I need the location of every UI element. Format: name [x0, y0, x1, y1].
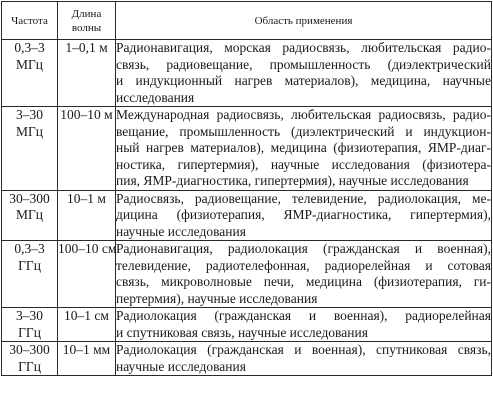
application-text-line: и спутниковая связь, научные исследования — [116, 324, 368, 340]
frequency-text: МГц — [15, 56, 44, 72]
application-text-line: научные исследования — [116, 223, 246, 239]
frequency-cell — [2, 190, 58, 241]
application-cell — [116, 107, 492, 191]
application-cell — [116, 342, 492, 376]
table-row — [2, 241, 492, 308]
table-row — [2, 190, 492, 241]
frequency-text: 3–30 — [16, 308, 43, 323]
frequency-cell — [2, 308, 58, 342]
application-text-line: и индукционный нагрев материалов), медицина, научные — [116, 73, 491, 88]
frequency-text: 3–30 — [16, 107, 43, 122]
frequency-text: МГц — [15, 207, 44, 222]
header-wavelength-line2: волны — [71, 21, 102, 34]
application-text-line: связь, радиовещание, промышленность (диэлектрический — [116, 56, 491, 72]
frequency-text: 0,3–3 — [14, 40, 45, 55]
application-text-line: дицина (физиотерапия, ЯМР-диагностика, гипертермия), — [116, 207, 491, 222]
frequency-text: ГГц — [18, 358, 41, 374]
frequency-text: МГц — [15, 123, 44, 139]
wavelength-cell: 100–10 см — [58, 241, 116, 308]
application-text-line: Радионавигация, радиолокация (гражданская и военная), — [116, 241, 491, 256]
application-cell — [116, 241, 492, 308]
header-frequency: Частота — [2, 2, 58, 40]
application-text-line: пия, ЯМР-диагностика, гипертермия), научные исследования — [116, 173, 469, 188]
frequency-text: 30–300 — [9, 190, 50, 206]
application-text-line: Радиолокация (гражданская и военная), радиорелейная — [116, 308, 491, 323]
application-text-line: Радиосвязь, радиовещание, телевидение, радиолокация, ме- — [116, 190, 491, 206]
table-row — [2, 40, 492, 107]
application-text-line: Радиолокация (гражданская и военная), спутниковая связь, — [116, 342, 491, 357]
application-cell — [116, 190, 492, 241]
frequency-text: ГГц — [18, 324, 41, 340]
header-row — [2, 2, 492, 40]
application-text-line: Радионавигация, морская радиосвязь, любительская радио- — [116, 40, 491, 55]
frequency-cell — [2, 40, 58, 107]
frequency-text: 0,3–3 — [14, 241, 45, 256]
frequency-text: 30–300 — [9, 342, 50, 357]
application-text-line: связь, микроволновые печи, медицина (физиотерапия, ги- — [116, 274, 491, 289]
application-text-line: пертермия), научные исследования — [116, 290, 318, 306]
frequency-cell — [2, 107, 58, 191]
frequency-text: ГГц — [18, 257, 41, 273]
wavelength-cell: 10–1 м — [58, 190, 116, 241]
table-row — [2, 342, 492, 376]
application-text-line: исследования — [116, 89, 195, 105]
application-text-line: ностика, гипертермия), научные исследования (физиотера- — [116, 156, 491, 172]
application-cell — [116, 308, 492, 342]
table-row — [2, 308, 492, 342]
wavelength-cell: 10–1 мм — [58, 342, 116, 376]
frequency-cell — [2, 342, 58, 376]
header-application: Область применения — [116, 2, 492, 40]
application-text-line: ный нагрев материалов), медицина (физиотерапия, ЯМР-диаг- — [116, 140, 491, 155]
wavelength-cell: 100–10 м — [58, 107, 116, 191]
application-text-line: вещание, промышленность (диэлектрический и индукцион- — [116, 123, 491, 139]
header-wavelength — [58, 2, 116, 40]
wavelength-cell: 1–0,1 м — [58, 40, 116, 107]
frequency-table — [1, 1, 492, 376]
application-cell — [116, 40, 492, 107]
wavelength-cell: 10–1 см — [58, 308, 116, 342]
application-text-line: телевидение, радиотелефонная, радиорелейная и сотовая — [116, 257, 491, 273]
frequency-cell — [2, 241, 58, 308]
header-wavelength-line1: Длина — [71, 7, 102, 20]
application-text-line: научные исследования — [116, 358, 246, 374]
application-text-line: Международная радиосвязь, любительская радиосвязь, радио- — [116, 107, 491, 122]
table-row — [2, 107, 492, 191]
